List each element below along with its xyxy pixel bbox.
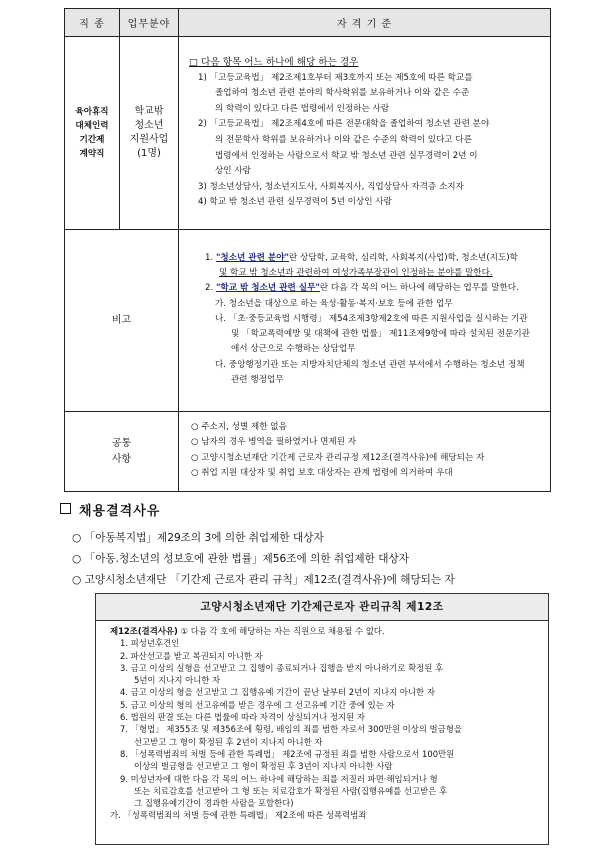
article-label: 제12조(결격사유) xyxy=(110,626,178,636)
regulation-body xyxy=(96,621,548,822)
remark-number: 1. xyxy=(205,253,214,264)
line: 및 「학교폭력예방 및 대책에 관한 법률」 제11조제9항에 따라 설치된 전문기관 xyxy=(231,329,530,340)
table-row-remarks xyxy=(65,230,551,412)
remark-sub-ga xyxy=(203,297,542,312)
criteria-item-1 xyxy=(189,71,542,118)
line: 에서 상근으로 수행하는 상담업무 xyxy=(231,344,356,355)
remark-text: 및 학교 밖 청소년과 관련하여 여성가족부장관이 인정하는 분야를 말한다. xyxy=(219,268,493,279)
remark-term: "학교 밖 청소년 관련 실무" xyxy=(215,283,320,294)
disqualification-reason: ○ 「아동.청소년의 성보호에 관한 법률」제56조에 의한 취업제한 대상자 xyxy=(72,553,409,565)
line: 5. 금고 이상의 형의 선고유예를 받은 경우에 그 선고유예 기간 중에 있는 자 xyxy=(120,699,395,710)
disqualification-reason: ○ 「아동복지법」제29조의 3에 의한 취업제한 대상자 xyxy=(72,532,324,544)
common-cell xyxy=(179,412,551,492)
label-line: 공통 xyxy=(111,437,132,449)
header-job: 직 종 xyxy=(65,9,120,37)
line: 법령에서 인정하는 사람으로서 학교 밖 청소년 관련 실무경력이 2년 이 xyxy=(215,150,478,161)
remark-1 xyxy=(203,251,542,281)
line: 가. 「성폭력범죄의 처벌 등에 관한 특례법」 제2조에 따른 성폭력범죄 xyxy=(110,810,367,821)
criteria-item-3 xyxy=(189,180,542,196)
line: 7. 「형법」 제355조 및 제356조에 횡령, 배임의 죄를 범한 자로서 300만원 이상의 벌금형을 xyxy=(120,724,462,735)
remark-2 xyxy=(203,281,542,296)
line: 3. 금고 이상의 실형을 선고받고 그 집행이 종료되거나 집행을 받지 아니하기로 확정된 후 xyxy=(120,662,444,673)
table-header-row xyxy=(65,9,551,37)
criteria-heading: □ 다음 항목 어느 하나에 해당 하는 경우 xyxy=(189,57,359,69)
line: 또는 치료감호를 선고받아 그 형 또는 치료감호가 확정된 사람(집행유예를 선고받은 후 xyxy=(134,785,448,796)
regulation-title: 고양시청소년재단 기간제근로자 관리규칙 제12조 xyxy=(96,594,548,621)
header-criteria: 자 격 기 준 xyxy=(179,9,551,37)
regulation-item xyxy=(120,711,538,723)
regulation-item xyxy=(120,662,538,687)
regulation-item xyxy=(120,650,538,662)
line: 관련 행정업무 xyxy=(231,374,284,385)
line: 2. 파산선고를 받고 복권되지 아니한 자 xyxy=(120,650,263,661)
line: 그 집행유예기간이 경과한 사람을 포함한다) xyxy=(134,798,294,809)
line: 6. 법원의 판결 또는 다른 법률에 따라 자격이 상실되거나 정지된 자 xyxy=(120,712,365,723)
label-line: 사항 xyxy=(111,453,132,465)
table-row-qualification xyxy=(65,37,551,230)
regulation-item xyxy=(110,809,538,821)
field-line: 청소년 xyxy=(134,120,164,131)
criteria-item-2 xyxy=(189,117,542,179)
line: 5년이 지나지 아니한 자 xyxy=(134,675,221,686)
regulation-item xyxy=(120,748,538,773)
table-row-common xyxy=(65,412,551,492)
line: 다. 중앙행정기관 또는 지방자치단체의 청소년 관련 부서에서 수행하는 청소년 정책 xyxy=(215,359,525,370)
remarks-cell xyxy=(179,230,551,412)
criteria-cell xyxy=(179,37,551,230)
regulation-item xyxy=(120,637,538,649)
common-item: ○ 취업 지원 대상자 및 취업 보호 대상자는 관계 법령에 의거하여 우대 xyxy=(191,467,453,478)
article-intro: ① 다음 각 호에 해당하는 자는 직원으로 채용될 수 없다. xyxy=(177,626,385,636)
line: 나. 「초·중등교육법 시행령」 제54조제3항제2호에 따른 지원사업을 실시하는 기관 xyxy=(215,313,528,324)
header-field: 업무분야 xyxy=(120,9,179,37)
line: 1) 「고등교육법」 제2조제1호부터 제3호까지 또는 제5호에 따른 학교를 xyxy=(198,72,473,83)
line: 가. 청소년을 대상으로 하는 육성·활동·복지·보호 등에 관한 업무 xyxy=(215,298,453,309)
checkbox-square-icon xyxy=(60,503,71,514)
remark-number: 2. xyxy=(205,283,214,294)
remark-term: "청소년 관련 분야" xyxy=(215,253,289,264)
line: 의 전문학사 학위를 보유하거나 이와 같은 수준의 학력이 있다고 다른 xyxy=(215,135,473,145)
line: 9. 미성년자에 대한 다음 각 목의 어느 하나에 해당하는 죄를 저질러 파면·해임되거나 형 xyxy=(120,773,438,784)
line: 선고받고 그 형이 확정된 후 2년이 지나지 아니한 자 xyxy=(134,736,323,747)
common-item: ○ 남자의 경우 병역을 필하였거나 면제된 자 xyxy=(191,437,357,448)
job-type-cell xyxy=(65,37,120,230)
regulation-item xyxy=(120,686,538,698)
line: 8. 「성폭력범죄의 처벌 등에 관한 특례법」 제2조에 규정된 죄를 범한 사람으로서 100만원 xyxy=(120,748,455,759)
line: 4) 학교 밖 청소년 관련 실무경력이 5년 이상인 사람 xyxy=(198,197,392,208)
regulation-intro xyxy=(110,625,538,637)
common-label xyxy=(65,412,179,492)
regulation-item xyxy=(120,699,538,711)
line: 1. 피성년후견인 xyxy=(120,638,180,649)
job-line: 육아휴직 xyxy=(75,107,109,117)
job-line: 계약직 xyxy=(79,149,105,159)
qualification-table xyxy=(64,8,551,492)
regulation-item xyxy=(120,773,538,810)
field-line: 지원사업 xyxy=(129,134,169,145)
remark-sub-na xyxy=(203,312,542,358)
criteria-item-4 xyxy=(189,195,542,211)
common-item: ○ 주소지, 성별 제한 없음 xyxy=(191,421,287,432)
line: 졸업하여 청소년 관련 분야의 학사학위를 보유하거나 이와 같은 수준 xyxy=(215,88,470,99)
line: 3) 청소년상담사, 청소년지도사, 사회복지사, 직업상담사 자격증 소지자 xyxy=(198,181,464,192)
line: 의 학력이 있다고 다른 법령에서 인정하는 사람 xyxy=(215,103,390,114)
field-line: 학교밖 xyxy=(134,106,164,117)
regulation-item xyxy=(120,723,538,748)
field-line: (1명) xyxy=(137,148,161,159)
line: 2) 「고등교육법」 제2조제4호에 따른 전문대학을 졸업하여 청소년 관련 분야 xyxy=(198,119,490,130)
line: 이상의 벌금형을 선고받고 그 형이 확정된 후 3년이 지나지 아니한 사람 xyxy=(134,761,393,772)
remark-text: 란 상담학, 교육학, 심리학, 사회복지(사업)학, 청소년(지도)학 xyxy=(289,253,518,264)
remarks-label: 비고 xyxy=(65,230,179,412)
line: 4. 금고 이상의 형을 선고받고 그 집행유예 기간이 끝난 날부터 2년이 지나지 아니한 자 xyxy=(120,687,435,698)
job-line: 기간제 xyxy=(79,135,105,145)
work-field-cell xyxy=(120,37,179,230)
regulation-box xyxy=(95,593,549,845)
job-line: 대체인력 xyxy=(75,121,109,131)
section-title-text: 채용결격사유 xyxy=(79,504,161,519)
remark-sub-da xyxy=(203,358,542,388)
remark-text: 란 다음 각 목의 어느 하나에 해당하는 업무를 말한다. xyxy=(319,283,519,294)
common-item: ○ 고양시청소년재단 기간제 근로자 관리규정 제12조(결격사유)에 해당되는 자 xyxy=(191,452,485,463)
section-title xyxy=(60,500,160,519)
line: 상인 사람 xyxy=(215,166,251,177)
disqualification-reason: ○ 고양시청소년재단 「기간제 근로자 관리 규칙」제12조(결격사유)에 해당되는 자 xyxy=(72,574,455,586)
